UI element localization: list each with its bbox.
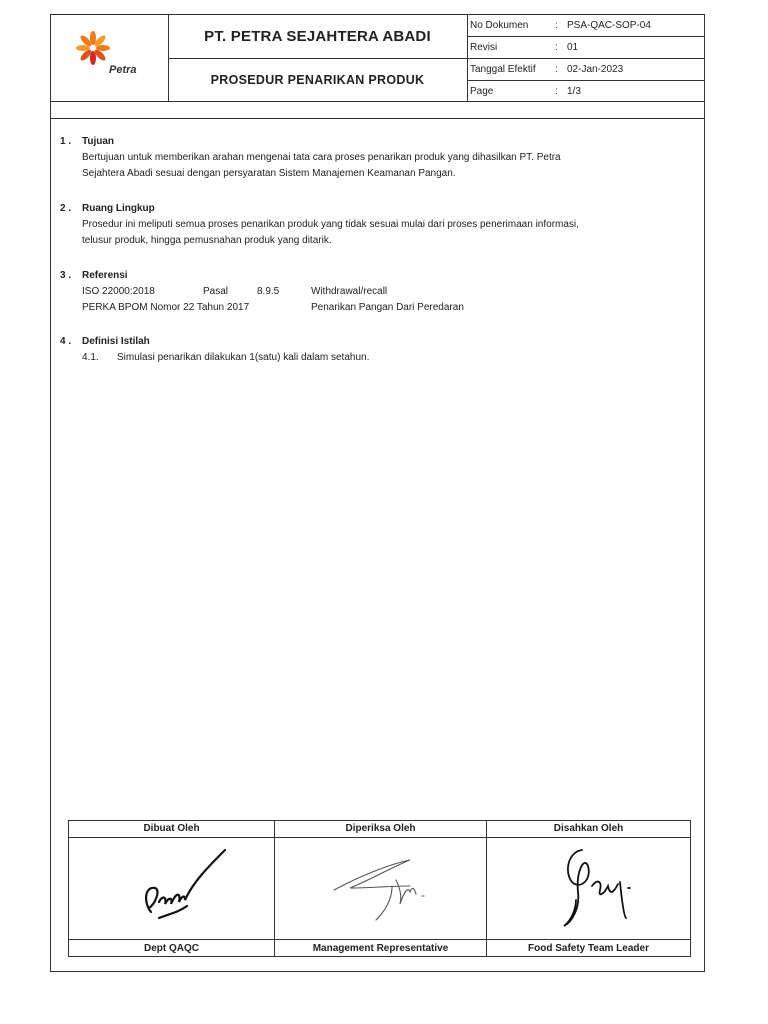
paragraph-line: Prosedur ini meliputi semua proses penarikan produk yang tidak sesuai mulai dari proses penerimaan informasi, — [82, 219, 579, 230]
reference-topic: Penarikan Pangan Dari Peredaran — [311, 302, 464, 313]
signature-column-dibuat — [69, 821, 275, 956]
meta-row-effective-date — [468, 59, 704, 81]
paragraph-line: Sejahtera Abadi sesuai dengan persyaratan Sistem Manajemen Keamanan Pangan. — [82, 168, 456, 179]
reference-pasal: Pasal — [203, 286, 229, 297]
section-body — [82, 217, 652, 249]
paragraph-line: telusur produk, hingga pemusnahan produk yang ditarik. — [82, 235, 332, 246]
approval-signature-table — [68, 820, 691, 957]
company-logo — [51, 15, 169, 101]
signature-role: Management Representative — [312, 943, 449, 954]
document-header — [51, 15, 704, 102]
section-title: Referensi — [82, 270, 128, 281]
meta-colon: : — [555, 86, 558, 97]
signature-role: Dept QAQC — [144, 943, 199, 954]
meta-row-page — [468, 81, 704, 102]
document-title: PROSEDUR PENARIKAN PRODUK — [168, 59, 468, 101]
petra-flower-logo-icon — [73, 31, 113, 67]
meta-value: PSA-QAC-SOP-04 — [567, 20, 651, 31]
definition-number: 4.1. — [82, 352, 99, 363]
meta-key: Revisi — [470, 42, 498, 53]
meta-row-revision — [468, 37, 704, 59]
signature-box — [487, 838, 690, 940]
section-number: 1 . — [60, 136, 72, 147]
meta-value: 01 — [567, 42, 579, 53]
meta-value: 02-Jan-2023 — [567, 64, 624, 75]
section-number: 2 . — [60, 203, 72, 214]
definition-list — [82, 350, 652, 366]
section-number: 3 . — [60, 270, 72, 281]
handwritten-signature-mr — [330, 846, 440, 926]
meta-row-doc-number — [468, 15, 704, 37]
reference-clause: 8.9.5 — [257, 286, 280, 297]
handwritten-signature-fstl — [542, 842, 638, 934]
signature-heading: Disahkan Oleh — [487, 821, 690, 838]
meta-key: Tanggal Efektif — [470, 64, 536, 75]
section-number: 4 . — [60, 336, 72, 347]
reference-topic: Withdrawal/recall — [311, 286, 388, 297]
reference-document: ISO 22000:2018 — [82, 286, 155, 297]
meta-colon: : — [555, 64, 558, 75]
meta-colon: : — [555, 20, 558, 31]
header-divider — [51, 101, 704, 119]
logo-wordmark: Petra — [109, 64, 137, 76]
signature-column-disahkan — [487, 821, 690, 956]
reference-list — [82, 284, 652, 316]
reference-document: PERKA BPOM Nomor 22 Tahun 2017 — [82, 302, 250, 313]
signature-box — [69, 838, 274, 940]
signature-heading: Dibuat Oleh — [69, 821, 274, 838]
section-title: Definisi Istilah — [82, 336, 150, 347]
handwritten-signature-qaqc — [129, 842, 229, 932]
paragraph-line: Bertujuan untuk memberikan arahan mengenai tata cara proses penarikan produk yang dihasilkan PT. Petra — [82, 152, 561, 163]
signature-column-diperiksa — [275, 821, 487, 956]
reference-row — [82, 300, 652, 316]
section-body — [82, 150, 652, 182]
meta-key: No Dokumen — [470, 20, 529, 31]
definition-text: Simulasi penarikan dilakukan 1(satu) kali dalam setahun. — [117, 352, 370, 363]
signature-heading: Diperiksa Oleh — [275, 821, 486, 838]
signature-role: Food Safety Team Leader — [528, 943, 649, 954]
document-page — [50, 14, 705, 972]
section-title: Ruang Lingkup — [82, 203, 155, 214]
reference-row — [82, 284, 652, 300]
company-name: PT. PETRA SEJAHTERA ABADI — [168, 15, 468, 59]
signature-box — [275, 838, 486, 940]
meta-key: Page — [470, 86, 494, 97]
definition-item — [82, 350, 652, 366]
meta-value: 1/3 — [567, 86, 581, 97]
section-title: Tujuan — [82, 136, 115, 147]
meta-colon: : — [555, 42, 558, 53]
document-meta — [468, 15, 704, 101]
